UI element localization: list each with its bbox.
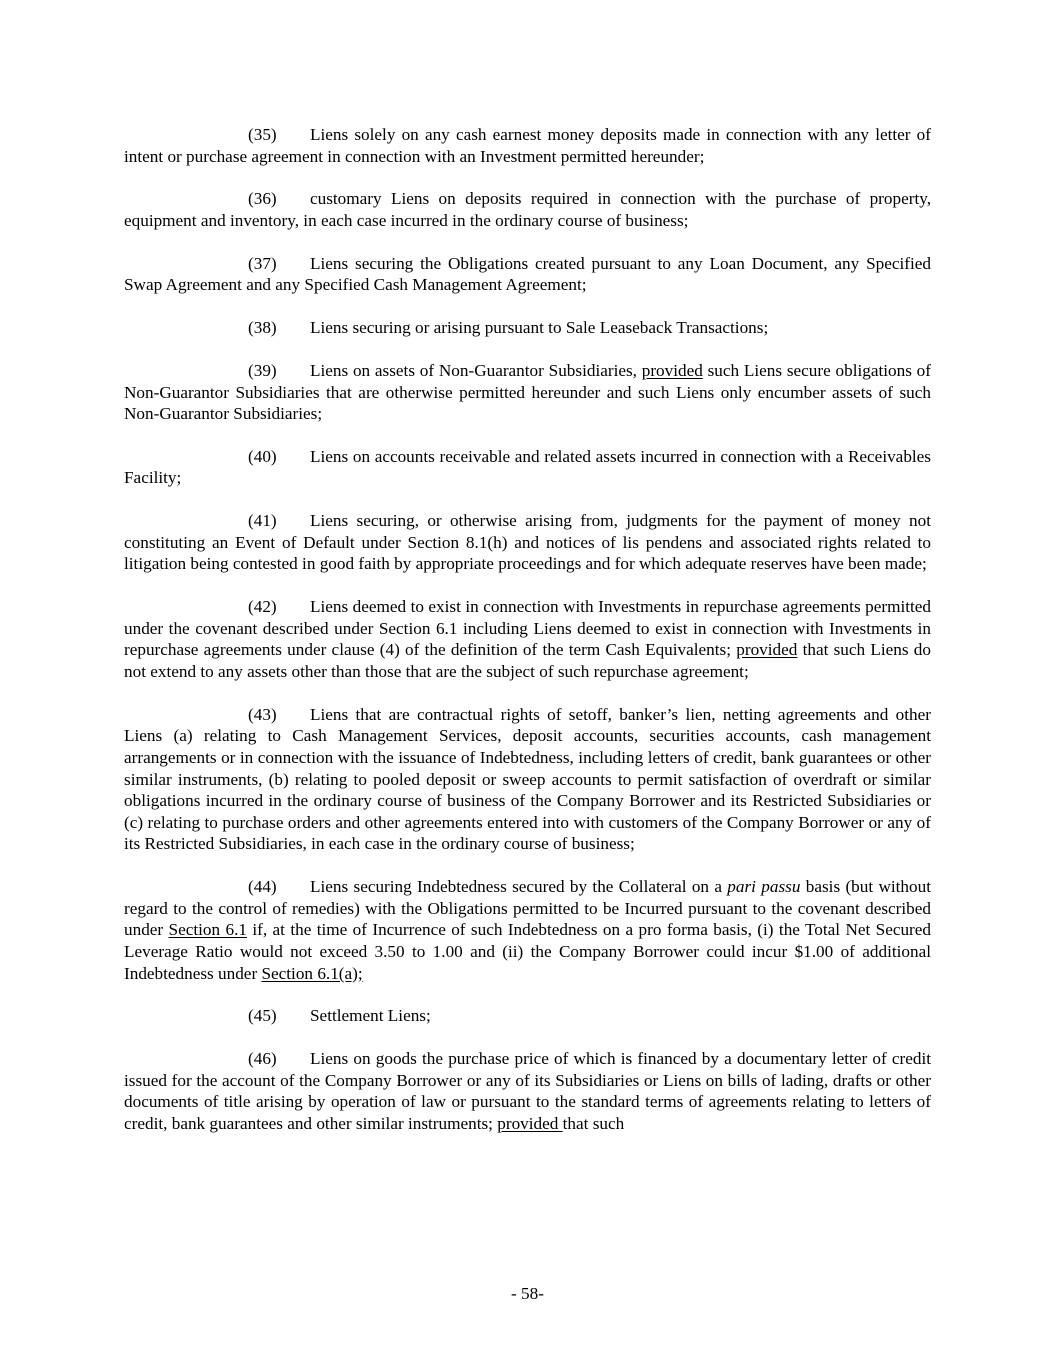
clause-38 (124, 317, 931, 339)
clause-text: Liens solely on any cash earnest money deposits made in connection with any letter of intent or purchase agreement in connection with an Investment permitted hereunder; (124, 125, 931, 166)
clause-text-continued: that such (562, 1113, 625, 1133)
clause-number: (40) (248, 446, 277, 466)
clause-number: (37) (248, 253, 277, 273)
clause-text: Liens on accounts receivable and related assets incurred in connection with a Receivables Facility; (124, 446, 931, 488)
clause-text-continued-2: if, at the time of Incurrence of such Indebtedness on a pro forma basis, (i) the Total Net Secured Leverage Ratio would not exceed 3.50 to 1.00 and (ii) the Company Borrower could incur $1.00 of additional Indebtedness under (124, 920, 932, 983)
provided-underlined-term: provided (736, 640, 798, 660)
clause-text: Liens securing or arising pursuant to Sale Leaseback Transactions; (310, 318, 769, 338)
page-number: - 58- (511, 1284, 544, 1303)
clause-number: (38) (248, 318, 277, 338)
section-reference-link[interactable]: Section 6.1 (168, 920, 247, 940)
clause-text-continued: such Liens secure obligations of Non-Guarantor Subsidiaries that are otherwise permitted hereunder and such Liens only encumber assets of such Non-Guarantor Subsidiaries; (124, 360, 931, 424)
clause-45 (124, 1005, 931, 1027)
clause-text: Liens securing Indebtedness secured by the Collateral on a (310, 877, 728, 897)
clause-text: Liens that are contractual rights of setoff, banker’s lien, netting agreements and other Liens (a) relating to Cash Management Services, deposit accounts, securities accounts, cash management arrangements or in connection with the issuance of Indebtedness, including letters of credit, bank guarantees or other similar instruments, (b) relating to pooled deposit or sweep accounts to permit satisfaction of overdraft or similar obligations incurred in the ordinary course of business of the Company Borrower and its Restricted Subsidiaries or (c) relating to purchase orders and other agreements entered into with customers of the Company Borrower or any of its Restricted Subsidiaries, in each case in the ordinary course of business; (124, 704, 931, 854)
clause-number: (43) (248, 704, 277, 724)
clause-text: Settlement Liens; (310, 1006, 431, 1026)
clause-37 (124, 253, 931, 296)
clause-41 (124, 510, 931, 575)
clause-number: (35) (248, 125, 277, 144)
document-body (124, 124, 931, 1156)
clause-text-continued: basis (but without regard to the control of remedies) with the Obligations permitted to be Incurred pursuant to the covenant described under (124, 877, 931, 940)
provided-underlined-term: provided (641, 360, 703, 380)
clause-text: Liens on assets of Non-Guarantor Subsidiaries, (310, 360, 642, 380)
italic-term-pari-passu: pari passu (727, 877, 801, 897)
provided-underlined-term: provided (497, 1113, 563, 1133)
clause-43 (124, 704, 931, 855)
clause-number: (36) (248, 189, 277, 209)
clause-44 (124, 876, 931, 984)
clause-number: (46) (248, 1049, 277, 1069)
clause-number: (44) (248, 877, 277, 897)
clause-text: Liens securing the Obligations created pursuant to any Loan Document, any Specified Swap Agreement and any Specified Cash Management Agreement; (124, 253, 931, 295)
clause-number: (41) (248, 511, 277, 531)
clause-text-continued: that such Liens do not extend to any assets other than those that are the subject of such repurchase agreement; (124, 640, 931, 681)
clause-42 (124, 596, 931, 682)
clause-46 (124, 1048, 931, 1134)
clause-36 (124, 188, 931, 231)
clause-40 (124, 446, 931, 489)
clause-39 (124, 360, 931, 425)
section-reference-link[interactable]: Section 6.1(a); (261, 963, 363, 983)
clause-number: (39) (248, 360, 277, 380)
clause-text: Liens deemed to exist in connection with Investments in repurchase agreements permitted under the covenant described under Section 6.1 including Liens deemed to exist in connection with Investments in repurchase agreements under clause (4) of the definition of the term Cash Equivalents; (124, 597, 931, 660)
clause-number: (42) (248, 597, 277, 617)
clause-text: Liens on goods the purchase price of which is financed by a documentary letter of credit issued for the account of the Company Borrower or any of its Subsidiaries or Liens on bills of lading, drafts or other documents of title arising by operation of law or pursuant to the standard terms of agreements relating to letters of credit, bank guarantees and other similar instruments; (124, 1049, 931, 1133)
clause-text: customary Liens on deposits required in connection with the purchase of property, equipment and inventory, in each case incurred in the ordinary course of business; (124, 189, 931, 230)
clause-number: (45) (248, 1006, 277, 1026)
clause-35 (124, 124, 931, 167)
clause-text: Liens securing, or otherwise arising from, judgments for the payment of money not constituting an Event of Default under Section 8.1(h) and notices of lis pendens and associated rights related to litigation being contested in good faith by appropriate proceedings and for which adequate reserves have been made; (124, 511, 931, 574)
